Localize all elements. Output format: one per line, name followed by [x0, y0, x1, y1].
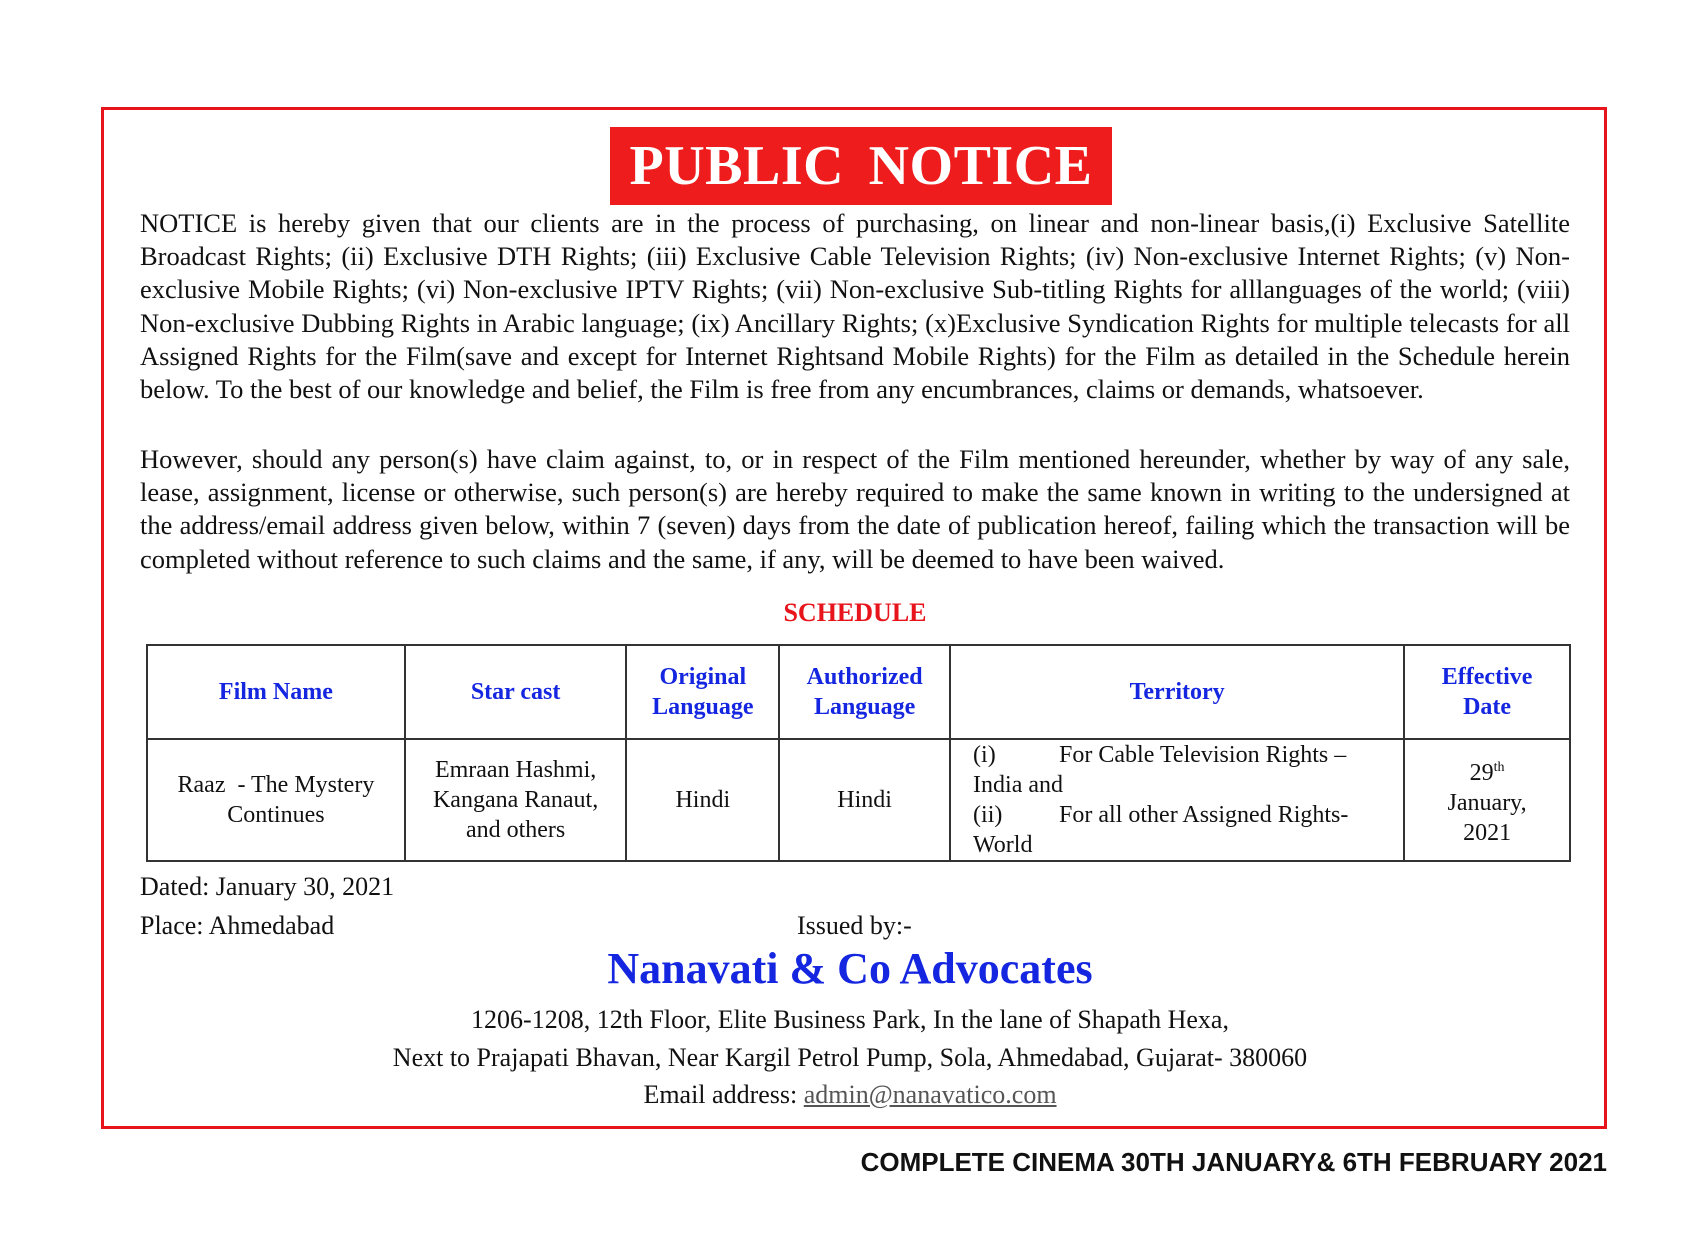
firm-name: Nanavati & Co Advocates	[607, 944, 1093, 993]
cell-film-name	[147, 739, 405, 861]
territory-item	[973, 800, 1393, 830]
table-header-row	[147, 645, 1570, 739]
cell-territory	[950, 739, 1404, 861]
date-month: January,	[1447, 789, 1527, 816]
place-line: Place: Ahmedabad	[140, 911, 335, 940]
header-line: Language	[813, 694, 916, 720]
territory-item-number: (i)	[973, 742, 996, 768]
territory-item-text: For all other Assigned Rights-	[1059, 802, 1349, 828]
cell-effective-date	[1404, 739, 1570, 861]
cell-line: Raaz - The Mystery	[177, 772, 375, 798]
territory-item-text: For Cable Television Rights –	[1059, 742, 1347, 768]
cell-line: Continues	[227, 802, 325, 828]
cell-original-language: Hindi	[626, 739, 779, 861]
schedule-table	[146, 644, 1571, 862]
schedule-heading: SCHEDULE	[783, 598, 927, 627]
publication-footer: COMPLETE CINEMA 30TH JANUARY& 6TH FEBRUARY 2021	[860, 1147, 1607, 1177]
table-row	[147, 739, 1570, 861]
date-year: 2021	[1463, 819, 1512, 846]
territory-item-continuation: India and	[973, 772, 1064, 798]
cell-line: Kangana Ranaut,	[432, 787, 599, 813]
header-line: Language	[652, 694, 754, 720]
date-day-line	[1411, 753, 1563, 788]
territory-item-continuation: World	[973, 832, 1033, 858]
email-link[interactable]: admin@nanavatico.com	[803, 1080, 1057, 1109]
header-effective-date	[1404, 645, 1570, 739]
header-authorized-language	[779, 645, 950, 739]
cell-line: and others	[465, 817, 566, 843]
date-day: 29	[1469, 759, 1494, 786]
cell-star-cast	[405, 739, 627, 861]
header-line: Date	[1463, 694, 1512, 720]
header-line: Effective	[1441, 664, 1533, 690]
address-line-1: 1206-1208, 12th Floor, Elite Business Park, In the lane of Shapath Hexa,	[471, 1005, 1229, 1034]
cell-authorized-language: Hindi	[779, 739, 950, 861]
header-territory: Territory	[950, 645, 1404, 739]
issued-by-label: Issued by:-	[797, 911, 912, 940]
header-star-cast: Star cast	[405, 645, 627, 739]
territory-item	[973, 740, 1393, 770]
header-original-language	[626, 645, 779, 739]
email-label: Email address:	[643, 1080, 804, 1109]
notice-title: PUBLIC NOTICE	[610, 127, 1112, 205]
dated-line: Dated: January 30, 2021	[140, 872, 395, 901]
notice-paragraph-1: NOTICE is hereby given that our clients are in the process of purchasing, on linear and non-linear basis,(i) Exclusive Satellite Broadcast Rights; (ii) Exclusive DTH Rights; (iii) Exclusive Cable Television Rights; (iv) Non-exclusive Internet Rights; (v) Non-exclusive Mobile Rights; (vi) Non-exclusive IPTV Rights; (vii) Non-exclusive Sub-titling Rights for alllanguages of the world; (viii) Non-exclusive Dubbing Rights in Arabic language; (ix) Ancillary Rights; (x)Exclusive Syndication Rights for multiple telecasts for all Assigned Rights for the Film(save and except for Internet Rightsand Mobile Rights) for the Film as detailed in the Schedule herein below. To the best of our knowledge and belief, the Film is free from any encumbrances, claims or demands, whatsoever.	[140, 208, 1570, 405]
notice-paragraph-2: However, should any person(s) have claim against, to, or in respect of the Film mentioned hereunder, whether by way of any sale, lease, assignment, license or otherwise, such person(s) are hereby required to make the same known in writing to the undersigned at the address/email address given below, within 7 (seven) days from the date of publication hereof, failing which the transaction will be completed without reference to such claims and the same, if any, will be deemed to have been waived.	[140, 444, 1570, 574]
address-line-2: Next to Prajapati Bhavan, Near Kargil Petrol Pump, Sola, Ahmedabad, Gujarat- 380060	[392, 1043, 1308, 1072]
date-day-suffix: th	[1493, 759, 1505, 775]
header-line: Original	[659, 664, 747, 690]
territory-item-number: (ii)	[973, 802, 1003, 828]
header-film-name: Film Name	[147, 645, 405, 739]
email-line	[200, 1080, 1500, 1110]
header-line: Authorized	[806, 664, 923, 690]
cell-line: Emraan Hashmi,	[434, 757, 597, 783]
